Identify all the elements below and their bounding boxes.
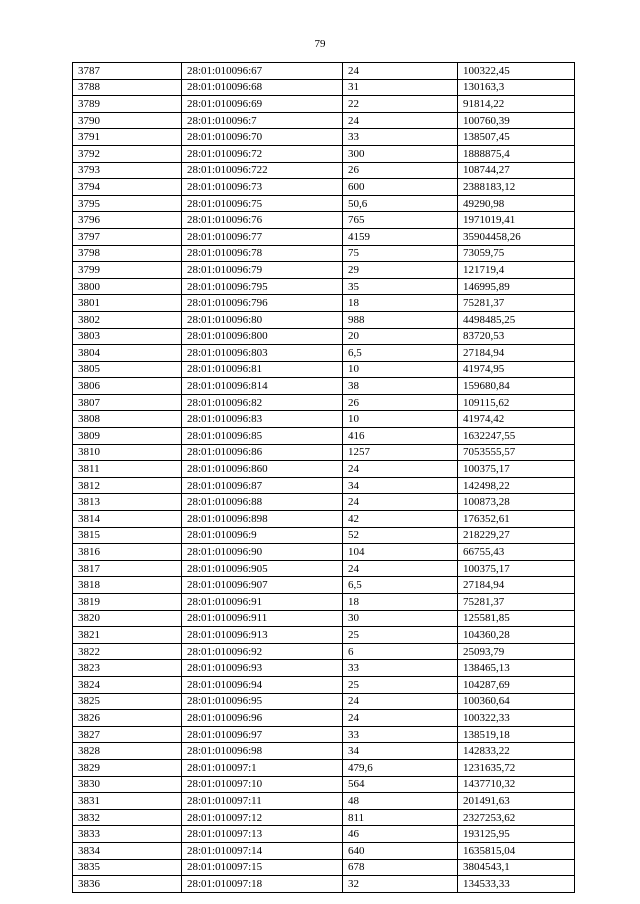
table-row — [73, 96, 575, 113]
cadastral-number-cell: 28:01:010096:72 — [182, 145, 343, 162]
table-row — [73, 826, 575, 843]
area-cell: 26 — [343, 394, 458, 411]
row-number-cell: 3821 — [73, 627, 182, 644]
row-number-cell: 3792 — [73, 145, 182, 162]
row-number-cell: 3796 — [73, 212, 182, 229]
cadastral-number-cell: 28:01:010097:14 — [182, 842, 343, 859]
table-row — [73, 245, 575, 262]
cadastral-number-cell: 28:01:010096:90 — [182, 544, 343, 561]
area-cell: 24 — [343, 63, 458, 80]
row-number-cell: 3790 — [73, 112, 182, 129]
value-cell: 100873,28 — [458, 494, 575, 511]
cadastral-number-cell: 28:01:010096:83 — [182, 411, 343, 428]
table-row — [73, 842, 575, 859]
cadastral-number-cell: 28:01:010096:97 — [182, 726, 343, 743]
row-number-cell: 3797 — [73, 228, 182, 245]
cadastral-number-cell: 28:01:010096:68 — [182, 79, 343, 96]
table-row — [73, 660, 575, 677]
value-cell: 138519,18 — [458, 726, 575, 743]
area-cell: 25 — [343, 627, 458, 644]
table-row — [73, 577, 575, 594]
value-cell: 91814,22 — [458, 96, 575, 113]
area-cell: 24 — [343, 693, 458, 710]
value-cell: 3804543,1 — [458, 859, 575, 876]
row-number-cell: 3812 — [73, 477, 182, 494]
table-row — [73, 162, 575, 179]
area-cell: 24 — [343, 710, 458, 727]
value-cell: 193125,95 — [458, 826, 575, 843]
cadastral-number-cell: 28:01:010097:15 — [182, 859, 343, 876]
table-row — [73, 112, 575, 129]
value-cell: 142498,22 — [458, 477, 575, 494]
area-cell: 24 — [343, 494, 458, 511]
area-cell: 10 — [343, 361, 458, 378]
table-row — [73, 311, 575, 328]
row-number-cell: 3829 — [73, 759, 182, 776]
cadastral-number-cell: 28:01:010096:913 — [182, 627, 343, 644]
table-row — [73, 195, 575, 212]
value-cell: 35904458,26 — [458, 228, 575, 245]
value-cell: 100322,33 — [458, 710, 575, 727]
value-cell: 142833,22 — [458, 743, 575, 760]
value-cell: 104287,69 — [458, 676, 575, 693]
value-cell: 130163,3 — [458, 79, 575, 96]
table-row — [73, 776, 575, 793]
value-cell: 1971019,41 — [458, 212, 575, 229]
area-cell: 479,6 — [343, 759, 458, 776]
area-cell: 24 — [343, 461, 458, 478]
value-cell: 121719,4 — [458, 262, 575, 279]
area-cell: 6,5 — [343, 577, 458, 594]
table-row — [73, 726, 575, 743]
area-cell: 300 — [343, 145, 458, 162]
cadastral-number-cell: 28:01:010096:82 — [182, 394, 343, 411]
row-number-cell: 3787 — [73, 63, 182, 80]
area-cell: 24 — [343, 560, 458, 577]
value-cell: 146995,89 — [458, 278, 575, 295]
table-row — [73, 594, 575, 611]
value-cell: 73059,75 — [458, 245, 575, 262]
area-cell: 678 — [343, 859, 458, 876]
row-number-cell: 3803 — [73, 328, 182, 345]
table-row — [73, 179, 575, 196]
table-row — [73, 79, 575, 96]
area-cell: 104 — [343, 544, 458, 561]
area-cell: 564 — [343, 776, 458, 793]
row-number-cell: 3817 — [73, 560, 182, 577]
table-row — [73, 560, 575, 577]
table-row — [73, 809, 575, 826]
cadastral-number-cell: 28:01:010096:78 — [182, 245, 343, 262]
row-number-cell: 3793 — [73, 162, 182, 179]
table-row — [73, 643, 575, 660]
page-number: 79 — [314, 38, 326, 50]
cadastral-number-cell: 28:01:010096:85 — [182, 428, 343, 445]
cadastral-number-cell: 28:01:010096:76 — [182, 212, 343, 229]
row-number-cell: 3833 — [73, 826, 182, 843]
area-cell: 416 — [343, 428, 458, 445]
cadastral-number-cell: 28:01:010096:795 — [182, 278, 343, 295]
cadastral-number-cell: 28:01:010096:800 — [182, 328, 343, 345]
area-cell: 1257 — [343, 444, 458, 461]
value-cell: 100360,64 — [458, 693, 575, 710]
table-row — [73, 793, 575, 810]
value-cell: 218229,27 — [458, 527, 575, 544]
table-row — [73, 444, 575, 461]
value-cell: 2388183,12 — [458, 179, 575, 196]
area-cell: 6,5 — [343, 345, 458, 362]
area-cell: 42 — [343, 511, 458, 528]
value-cell: 104360,28 — [458, 627, 575, 644]
area-cell: 4159 — [343, 228, 458, 245]
cadastral-number-cell: 28:01:010096:75 — [182, 195, 343, 212]
value-cell: 1437710,32 — [458, 776, 575, 793]
table-row — [73, 461, 575, 478]
row-number-cell: 3819 — [73, 594, 182, 611]
area-cell: 18 — [343, 594, 458, 611]
table-row — [73, 627, 575, 644]
area-cell: 24 — [343, 112, 458, 129]
table-row — [73, 859, 575, 876]
area-cell: 811 — [343, 809, 458, 826]
value-cell: 125581,85 — [458, 610, 575, 627]
area-cell: 18 — [343, 295, 458, 312]
area-cell: 6 — [343, 643, 458, 660]
table-row — [73, 876, 575, 893]
row-number-cell: 3794 — [73, 179, 182, 196]
table-row — [73, 378, 575, 395]
cadastral-number-cell: 28:01:010096:9 — [182, 527, 343, 544]
value-cell: 75281,37 — [458, 594, 575, 611]
cadastral-number-cell: 28:01:010096:70 — [182, 129, 343, 146]
area-cell: 34 — [343, 477, 458, 494]
table-row — [73, 129, 575, 146]
value-cell: 27184,94 — [458, 345, 575, 362]
table-row — [73, 411, 575, 428]
row-number-cell: 3809 — [73, 428, 182, 445]
row-number-cell: 3814 — [73, 511, 182, 528]
cadastral-number-cell: 28:01:010096:77 — [182, 228, 343, 245]
table-row — [73, 145, 575, 162]
row-number-cell: 3815 — [73, 527, 182, 544]
cadastral-number-cell: 28:01:010097:11 — [182, 793, 343, 810]
table-row — [73, 610, 575, 627]
value-cell: 4498485,25 — [458, 311, 575, 328]
value-cell: 1632247,55 — [458, 428, 575, 445]
area-cell: 52 — [343, 527, 458, 544]
value-cell: 83720,53 — [458, 328, 575, 345]
row-number-cell: 3834 — [73, 842, 182, 859]
table-row — [73, 477, 575, 494]
value-cell: 100375,17 — [458, 461, 575, 478]
row-number-cell: 3810 — [73, 444, 182, 461]
value-cell: 100760,39 — [458, 112, 575, 129]
row-number-cell: 3808 — [73, 411, 182, 428]
cadastral-number-cell: 28:01:010097:18 — [182, 876, 343, 893]
value-cell: 7053555,57 — [458, 444, 575, 461]
value-cell: 41974,42 — [458, 411, 575, 428]
value-cell: 138465,13 — [458, 660, 575, 677]
row-number-cell: 3798 — [73, 245, 182, 262]
cadastral-number-cell: 28:01:010096:95 — [182, 693, 343, 710]
row-number-cell: 3816 — [73, 544, 182, 561]
row-number-cell: 3828 — [73, 743, 182, 760]
row-number-cell: 3805 — [73, 361, 182, 378]
cadastral-number-cell: 28:01:010096:67 — [182, 63, 343, 80]
area-cell: 600 — [343, 179, 458, 196]
cadastral-number-cell: 28:01:010096:91 — [182, 594, 343, 611]
cadastral-number-cell: 28:01:010097:1 — [182, 759, 343, 776]
value-cell: 109115,62 — [458, 394, 575, 411]
row-number-cell: 3804 — [73, 345, 182, 362]
area-cell: 33 — [343, 660, 458, 677]
cadastral-number-cell: 28:01:010096:98 — [182, 743, 343, 760]
row-number-cell: 3802 — [73, 311, 182, 328]
value-cell: 100322,45 — [458, 63, 575, 80]
cadastral-number-cell: 28:01:010096:69 — [182, 96, 343, 113]
row-number-cell: 3801 — [73, 295, 182, 312]
area-cell: 35 — [343, 278, 458, 295]
cadastral-number-cell: 28:01:010096:73 — [182, 179, 343, 196]
row-number-cell: 3807 — [73, 394, 182, 411]
table-row — [73, 710, 575, 727]
table-row — [73, 361, 575, 378]
area-cell: 50,6 — [343, 195, 458, 212]
row-number-cell: 3832 — [73, 809, 182, 826]
area-cell: 10 — [343, 411, 458, 428]
cadastral-number-cell: 28:01:010096:92 — [182, 643, 343, 660]
row-number-cell: 3825 — [73, 693, 182, 710]
value-cell: 75281,37 — [458, 295, 575, 312]
area-cell: 988 — [343, 311, 458, 328]
value-cell: 134533,33 — [458, 876, 575, 893]
row-number-cell: 3827 — [73, 726, 182, 743]
cadastral-number-cell: 28:01:010096:94 — [182, 676, 343, 693]
cadastral-number-cell: 28:01:010096:80 — [182, 311, 343, 328]
cadastral-number-cell: 28:01:010097:12 — [182, 809, 343, 826]
table-row — [73, 278, 575, 295]
row-number-cell: 3826 — [73, 710, 182, 727]
table-row — [73, 743, 575, 760]
table-row — [73, 394, 575, 411]
value-cell: 159680,84 — [458, 378, 575, 395]
value-cell: 1231635,72 — [458, 759, 575, 776]
table-row — [73, 63, 575, 80]
value-cell: 41974,95 — [458, 361, 575, 378]
value-cell: 1888875,4 — [458, 145, 575, 162]
cadastral-number-cell: 28:01:010096:898 — [182, 511, 343, 528]
row-number-cell: 3806 — [73, 378, 182, 395]
area-cell: 640 — [343, 842, 458, 859]
area-cell: 33 — [343, 129, 458, 146]
area-cell: 29 — [343, 262, 458, 279]
row-number-cell: 3836 — [73, 876, 182, 893]
cadastral-number-cell: 28:01:010096:87 — [182, 477, 343, 494]
row-number-cell: 3788 — [73, 79, 182, 96]
area-cell: 33 — [343, 726, 458, 743]
table-row — [73, 759, 575, 776]
row-number-cell: 3813 — [73, 494, 182, 511]
cadastral-number-cell: 28:01:010096:86 — [182, 444, 343, 461]
row-number-cell: 3824 — [73, 676, 182, 693]
area-cell: 30 — [343, 610, 458, 627]
cadastral-number-cell: 28:01:010096:7 — [182, 112, 343, 129]
value-cell: 49290,98 — [458, 195, 575, 212]
cadastral-number-cell: 28:01:010096:93 — [182, 660, 343, 677]
area-cell: 31 — [343, 79, 458, 96]
value-cell: 25093,79 — [458, 643, 575, 660]
cadastral-number-cell: 28:01:010096:796 — [182, 295, 343, 312]
table-row — [73, 228, 575, 245]
value-cell: 138507,45 — [458, 129, 575, 146]
table-row — [73, 676, 575, 693]
area-cell: 32 — [343, 876, 458, 893]
row-number-cell: 3818 — [73, 577, 182, 594]
row-number-cell: 3831 — [73, 793, 182, 810]
table-row — [73, 328, 575, 345]
area-cell: 25 — [343, 676, 458, 693]
table-row — [73, 693, 575, 710]
row-number-cell: 3791 — [73, 129, 182, 146]
row-number-cell: 3822 — [73, 643, 182, 660]
value-cell: 1635815,04 — [458, 842, 575, 859]
table-row — [73, 544, 575, 561]
value-cell: 66755,43 — [458, 544, 575, 561]
cadastral-number-cell: 28:01:010097:10 — [182, 776, 343, 793]
table-row — [73, 511, 575, 528]
cadastral-number-cell: 28:01:010096:81 — [182, 361, 343, 378]
area-cell: 26 — [343, 162, 458, 179]
row-number-cell: 3800 — [73, 278, 182, 295]
row-number-cell: 3823 — [73, 660, 182, 677]
value-cell: 2327253,62 — [458, 809, 575, 826]
data-table — [72, 62, 575, 893]
area-cell: 46 — [343, 826, 458, 843]
value-cell: 201491,63 — [458, 793, 575, 810]
row-number-cell: 3835 — [73, 859, 182, 876]
value-cell: 108744,27 — [458, 162, 575, 179]
table-row — [73, 345, 575, 362]
cadastral-number-cell: 28:01:010096:907 — [182, 577, 343, 594]
cadastral-number-cell: 28:01:010096:905 — [182, 560, 343, 577]
row-number-cell: 3795 — [73, 195, 182, 212]
value-cell: 27184,94 — [458, 577, 575, 594]
area-cell: 22 — [343, 96, 458, 113]
table-row — [73, 295, 575, 312]
cadastral-number-cell: 28:01:010096:79 — [182, 262, 343, 279]
value-cell: 176352,61 — [458, 511, 575, 528]
table-row — [73, 428, 575, 445]
area-cell: 38 — [343, 378, 458, 395]
table-row — [73, 212, 575, 229]
table-row — [73, 494, 575, 511]
area-cell: 20 — [343, 328, 458, 345]
row-number-cell: 3811 — [73, 461, 182, 478]
cadastral-number-cell: 28:01:010096:96 — [182, 710, 343, 727]
row-number-cell: 3820 — [73, 610, 182, 627]
cadastral-number-cell: 28:01:010096:860 — [182, 461, 343, 478]
table-row — [73, 527, 575, 544]
row-number-cell: 3799 — [73, 262, 182, 279]
table-row — [73, 262, 575, 279]
cadastral-number-cell: 28:01:010096:88 — [182, 494, 343, 511]
cadastral-number-cell: 28:01:010096:722 — [182, 162, 343, 179]
area-cell: 48 — [343, 793, 458, 810]
row-number-cell: 3789 — [73, 96, 182, 113]
value-cell: 100375,17 — [458, 560, 575, 577]
cadastral-number-cell: 28:01:010097:13 — [182, 826, 343, 843]
row-number-cell: 3830 — [73, 776, 182, 793]
table-body — [73, 63, 575, 893]
area-cell: 34 — [343, 743, 458, 760]
cadastral-number-cell: 28:01:010096:911 — [182, 610, 343, 627]
cadastral-number-cell: 28:01:010096:803 — [182, 345, 343, 362]
area-cell: 75 — [343, 245, 458, 262]
area-cell: 765 — [343, 212, 458, 229]
cadastral-number-cell: 28:01:010096:814 — [182, 378, 343, 395]
